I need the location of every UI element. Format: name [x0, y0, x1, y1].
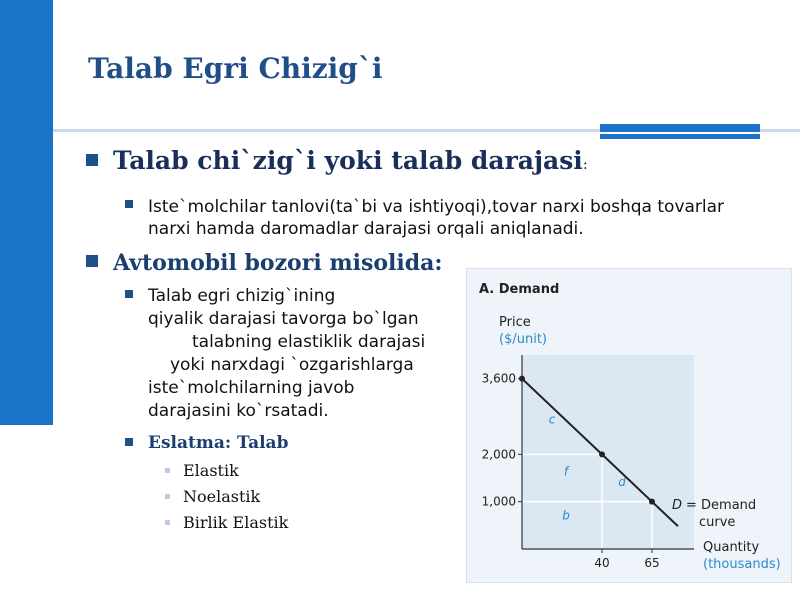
region-label: d [618, 475, 626, 490]
curve-label-letter: D [672, 498, 683, 513]
text-line: iste`molchilarning javob [148, 378, 355, 398]
third-level-bullet-icon [165, 494, 170, 499]
text-line: qiyalik darajasi tavorga bo`lgan [148, 309, 419, 329]
note-heading: Eslatma: Talab [148, 433, 289, 453]
region-label: c [548, 412, 556, 427]
sub-bullet-text-block [148, 285, 463, 423]
demand-chart [467, 269, 793, 584]
x-axis-label: Quantity [703, 540, 760, 555]
data-point [599, 451, 605, 457]
y-tick-label: 2,000 [481, 447, 516, 462]
sub-bullet-square-icon [125, 438, 133, 446]
text-line: yoki narxdagi `ozgarishlarga [170, 355, 414, 375]
curve-label-rest: = Demand [686, 498, 757, 513]
bullet-square-icon [86, 255, 98, 267]
slide-title: Talab Egri Chizig`i [88, 52, 383, 85]
text-line: Talab egri chizig`ining [148, 286, 336, 306]
y-axis-unit: ($/unit) [499, 332, 547, 347]
bullet-square-icon [86, 154, 98, 166]
curve-label-line2: curve [699, 515, 736, 530]
accent-bar [600, 134, 760, 139]
sub-bullet-square-icon [125, 200, 133, 208]
sub-bullet-square-icon [125, 290, 133, 298]
demand-figure [466, 268, 792, 583]
elasticity-type: Elastik [183, 461, 239, 480]
bullet-heading [113, 146, 588, 175]
elasticity-type: Noelastik [183, 487, 261, 506]
region-label: b [562, 508, 570, 523]
region-label: f [563, 464, 569, 479]
panel-title: A. Demand [479, 282, 560, 297]
third-level-bullet-icon [165, 520, 170, 525]
accent-bar [600, 124, 760, 132]
plot-area [522, 355, 694, 549]
x-axis-unit: (thousands) [703, 557, 781, 572]
y-tick-label: 3,600 [481, 371, 516, 386]
x-tick-label: 65 [644, 556, 660, 570]
third-level-bullet-icon [165, 468, 170, 473]
y-axis-label: Price [499, 315, 531, 330]
bullet-heading-text: Talab chi`zig`i yoki talab darajasi [113, 146, 583, 175]
bullet-colon: : [582, 155, 588, 173]
y-tick-label: 1,000 [481, 494, 516, 509]
x-tick-label: 40 [594, 556, 610, 570]
data-point [649, 499, 655, 505]
left-accent-band [0, 0, 53, 425]
elasticity-type: Birlik Elastik [183, 513, 289, 532]
text-line: talabning elastiklik darajasi [192, 332, 426, 352]
bullet-heading: Avtomobil bozori misolida: [113, 250, 443, 276]
text-line: darajasini ko`rsatadi. [148, 401, 329, 421]
sub-bullet-text: Iste`molchilar tanlovi(ta`bi va ishtiyoqi),tovar narxi boshqa tovarlar narxi hamda daromadlar darajasi orqali aniqlanadi. [148, 197, 725, 239]
